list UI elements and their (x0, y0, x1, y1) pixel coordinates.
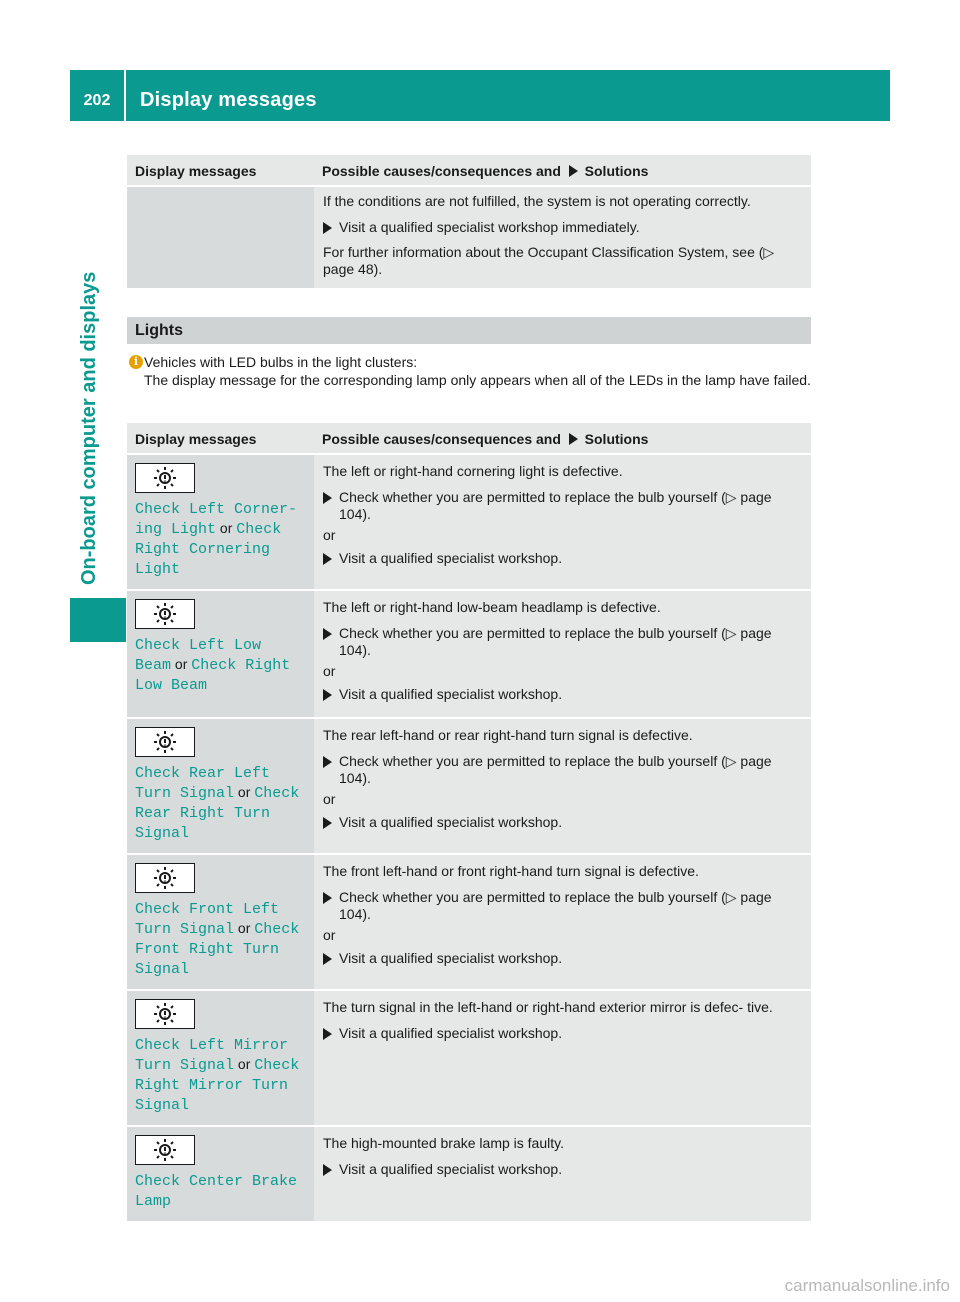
solution-step: Check whether you are permitted to replace the bulb yourself (▷ page 104). (323, 489, 803, 523)
bulb-warning-icon (135, 1135, 195, 1165)
cause-text: The front left-hand or front right-hand turn signal is defective. (323, 863, 699, 879)
side-chapter-marker (70, 598, 126, 642)
arrow-right-icon (323, 628, 332, 640)
display-message: Check Center Brake Lamp (135, 1173, 298, 1210)
display-message: Check Left Corner‐ ing Light (135, 501, 298, 538)
side-chapter-label: On-board computer and displays (78, 271, 100, 585)
table-row: Check Left Low Beam or Check Right Low Beam The left or right-hand low-beam headlamp is defective. Check whether you are permitted to replace the bulb yourself (▷ page 104). or Visit a qualified specialist workshop. (127, 590, 811, 718)
arrow-right-icon (569, 433, 578, 445)
solution-step: Visit a qualified specialist workshop. (323, 814, 803, 831)
bulb-warning-icon (135, 727, 195, 757)
page-number: 202 (70, 70, 126, 121)
bulb-warning-icon (135, 599, 195, 629)
solution-step: Visit a qualified specialist workshop. (323, 550, 803, 567)
arrow-right-icon (323, 492, 332, 504)
display-message: Check Rear Left Turn Signal (135, 765, 271, 802)
table-row: Check Rear Left Turn Signal or Check Rear Right Turn Signal The rear left-hand or rear right-hand turn signal is defective. Check whether you are permitted to replace the bulb yourself (▷ page 104). or Visit a qualified specialist workshop. (127, 718, 811, 854)
table-row: Check Left Corner‐ ing Light or Check Right Cornering Light The left or right-hand cornering light is defective. Check whether you are permitted to replace the bulb yourself (▷ page 104). or Visit a qualified specialist workshop. (127, 454, 811, 590)
arrow-right-icon (323, 756, 332, 768)
display-message: Check Front Right Turn Signal (135, 921, 300, 978)
bulb-warning-icon (135, 463, 195, 493)
arrow-right-icon (323, 222, 332, 234)
display-message: Check Left Low Beam (135, 637, 262, 674)
col-header-causes: Possible causes/consequences and Solutions (314, 423, 811, 454)
solution-step: Visit a qualified specialist workshop. (323, 950, 803, 967)
arrow-right-icon (323, 689, 332, 701)
page-header (70, 70, 890, 121)
arrow-right-icon (323, 553, 332, 565)
arrow-right-icon (323, 892, 332, 904)
arrow-right-icon (323, 1164, 332, 1176)
display-messages-table-2 (127, 423, 811, 1221)
table-row: Check Left Mirror Turn Signal or Check Right Mirror Turn Signal The turn signal in the left-hand or right-hand exterior mirror is defec- tive. Visit a qualified specialist workshop. (127, 990, 811, 1126)
table-row (127, 186, 811, 288)
solution-step: Check whether you are permitted to replace the bulb yourself (▷ page 104). (323, 753, 803, 787)
table-row (127, 1126, 811, 1221)
bulb-warning-icon (135, 999, 195, 1029)
section-title: Lights (127, 317, 811, 344)
cause-text: The high-mounted brake lamp is faulty. (323, 1135, 564, 1151)
info-icon: i (129, 355, 143, 369)
col-header-display-messages: Display messages (127, 423, 314, 454)
arrow-right-icon (569, 165, 578, 177)
cause-text: The left or right-hand low-beam headlamp is defective. (323, 599, 661, 615)
display-message: Check Right Low Beam (135, 657, 291, 694)
solution-step: Visit a qualified specialist workshop. (323, 1161, 803, 1178)
col-header-display-messages: Display messages (127, 155, 314, 186)
solution-step: Visit a qualified specialist workshop. (323, 1025, 803, 1042)
page-title: Display messages (140, 89, 317, 111)
cause-text: The left or right-hand cornering light is defective. (323, 463, 623, 479)
display-message: Check Right Mirror Turn Signal (135, 1057, 300, 1114)
info-note: i Vehicles with LED bulbs in the light clusters: The display message for the corresponding lamp only appears when all of the LEDs in the lamp have failed. (127, 353, 811, 389)
solution-step: Check whether you are permitted to replace the bulb yourself (▷ page 104). (323, 625, 803, 659)
display-messages-table-1 (127, 155, 811, 288)
note-text: For further information about the Occupant Classification System, see (▷ page 48). (323, 244, 775, 277)
arrow-right-icon (323, 1028, 332, 1040)
arrow-right-icon (323, 953, 332, 965)
display-message: Check Rear Right Turn Signal (135, 785, 300, 842)
table-header-row (127, 155, 811, 186)
display-message: Check Right Cornering Light (135, 521, 282, 578)
cause-text: If the conditions are not fulfilled, the system is not operating correctly. (323, 193, 751, 209)
display-message: Check Left Mirror Turn Signal (135, 1037, 289, 1074)
watermark: carmanualsonline.info (784, 1276, 950, 1295)
cause-text: The rear left-hand or rear right-hand turn signal is defective. (323, 727, 693, 743)
cause-text: The turn signal in the left-hand or right-hand exterior mirror is defec- tive. (323, 999, 773, 1015)
solution-step: Check whether you are permitted to replace the bulb yourself (▷ page 104). (323, 889, 803, 923)
display-message: Check Front Left Turn Signal (135, 901, 280, 938)
table-row: Check Front Left Turn Signal or Check Front Right Turn Signal The front left-hand or front right-hand turn signal is defective. Check whether you are permitted to replace the bulb yourself (▷ page 104). or Visit a qualified specialist workshop. (127, 854, 811, 990)
bulb-warning-icon (135, 863, 195, 893)
table-header-row (127, 423, 811, 454)
col-header-causes: Possible causes/consequences and Solutions (314, 155, 811, 186)
solution-step: Visit a qualified specialist workshop. (323, 686, 803, 703)
arrow-right-icon (323, 817, 332, 829)
solution-step: Visit a qualified specialist workshop immediately. (323, 219, 803, 236)
